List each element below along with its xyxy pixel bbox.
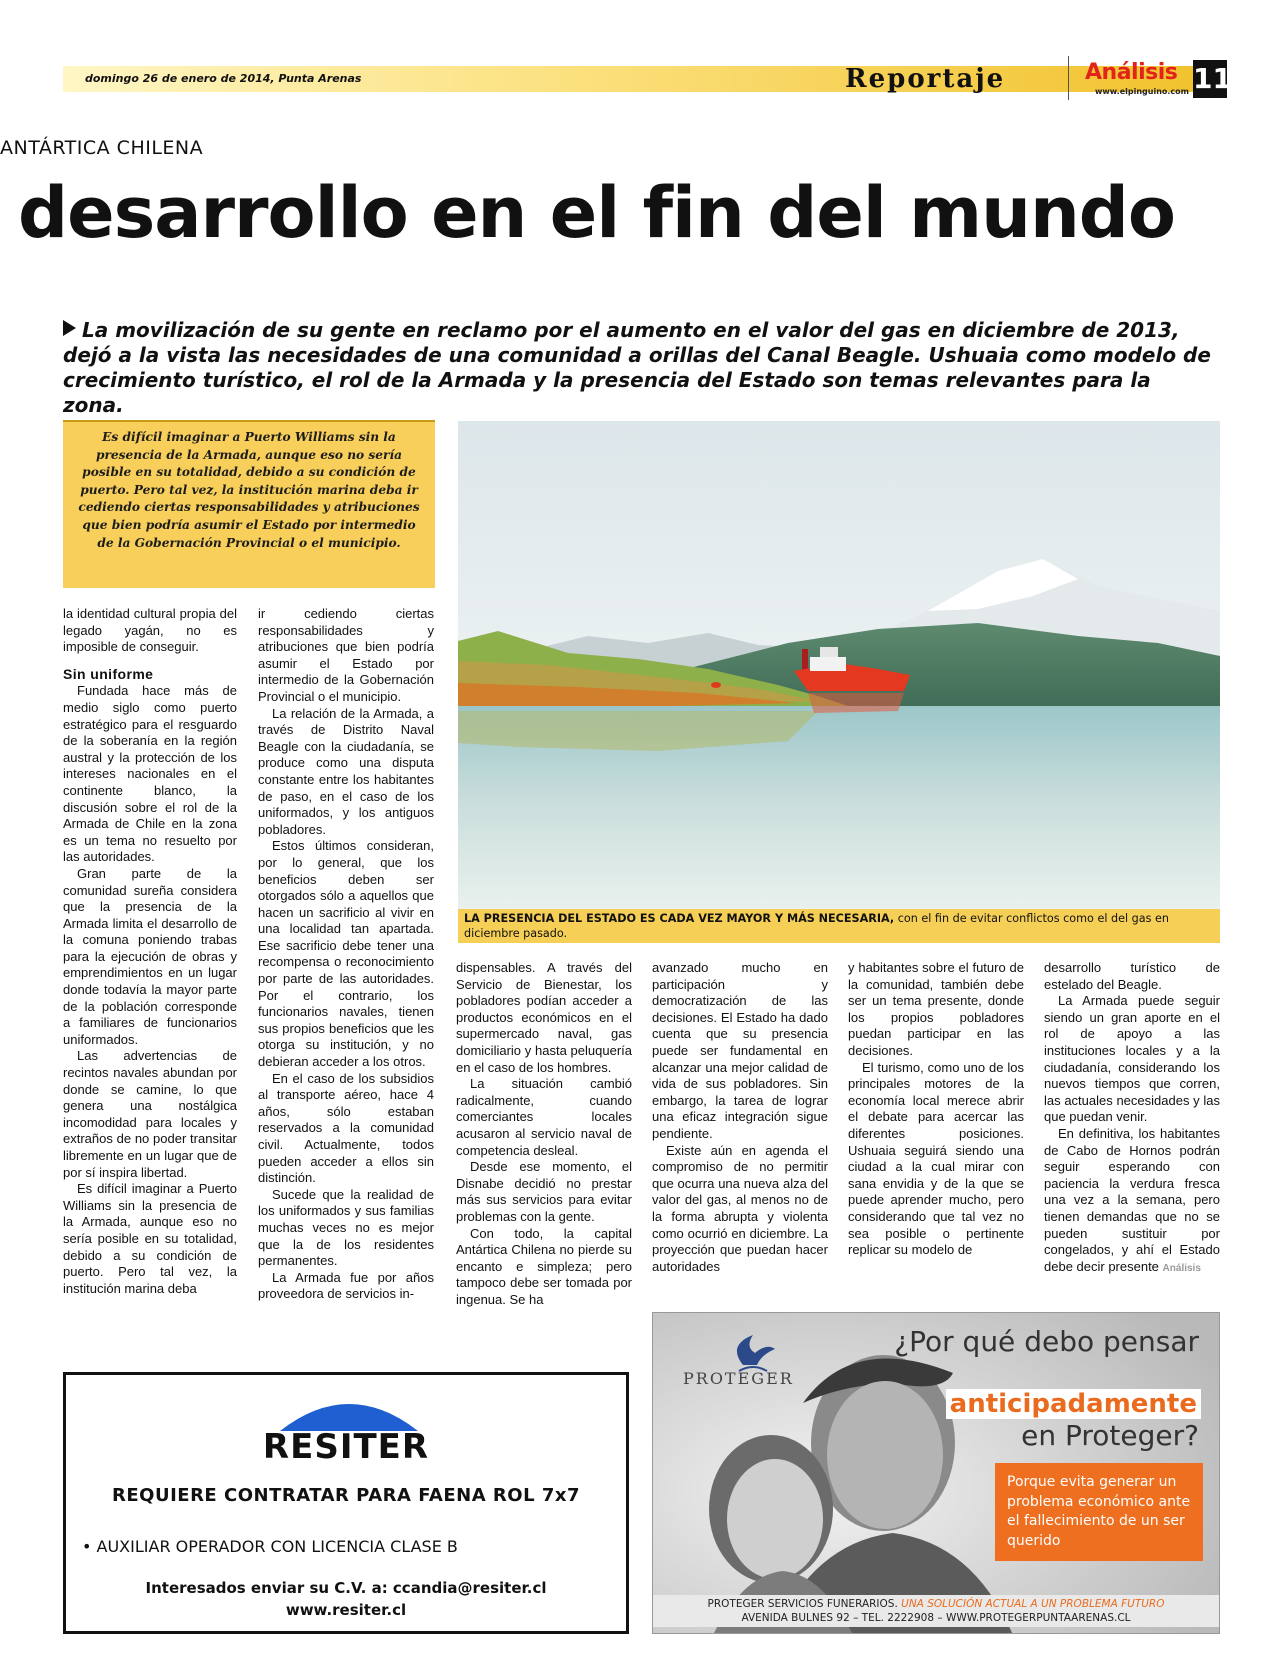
paragraph: La relación de la Armada, a través de Distrito Naval Beagle con la ciudadanía, se produce como una disputa constante entre los habitantes de paso, en el caso de los uniformados, y los antiguos pobladores. bbox=[258, 705, 434, 837]
paragraph-text: En definitiva, los habitantes de Cabo de Hornos podrán seguir esperando con paciencia la verdura fresca una vez a la semana, pero tienen demandas que no se pueden sustituir por congelados, y ahí el Estado debe decir presente bbox=[1044, 1125, 1220, 1274]
article-column-5 bbox=[848, 960, 1024, 1259]
beagle-channel-photo bbox=[458, 421, 1220, 909]
header-date: domingo 26 de enero de 2014, Punta Arenas bbox=[85, 72, 362, 85]
caption-bold: LA PRESENCIA DEL ESTADO ES CADA VEZ MAYOR Y MÁS NECESARIA, bbox=[464, 912, 895, 925]
paragraph: avanzado mucho en participación y democratización de las decisiones. El Estado ha dado cuenta que su presencia puede ser fundamental en alcanzar una mejor calidad de vida de sus pobladores. Sin embargo, la tarea de lograr una eficaz integración sigue pendiente. bbox=[652, 960, 828, 1141]
resiter-contact-line[interactable]: Interesados enviar su C.V. a: ccandia@resiter.cl bbox=[145, 1579, 547, 1597]
proteger-footer-address[interactable]: AVENIDA BULNES 92 – TEL. 2222908 – WWW.PROTEGERPUNTAARENAS.CL bbox=[741, 1612, 1131, 1624]
article-headline: desarrollo en el fin del mundo bbox=[18, 172, 1175, 254]
article-column-6 bbox=[1044, 960, 1220, 1277]
paragraph: Fundada hace más de medio siglo como puerto estratégico para el resguardo de la soberanía en la región austral y la protección de los intereses nacionales en el continente blanco, la discusión sobre el rol de la Armada de Chile en la zona es un tema no resuelto por las autoridades. bbox=[63, 683, 237, 865]
paragraph: Con todo, la capital Antártica Chilena no pierde su encanto e simpleza; pero tampoco debe ser tomada por ingenua. Se ha bbox=[456, 1225, 632, 1307]
paragraph: Desde ese momento, el Disnabe decidió no prestar más sus servicios para evitar problemas con la gente. bbox=[456, 1159, 632, 1224]
paragraph: El turismo, como uno de los principales motores de la economía local merece abrir el debate para acercar las diferentes posiciones. Ushuaia seguirá siendo una ciudad a la cual mirar con sana envidia y de la que se puede aprender mucho, pero considerando que tal vez no sea posible o pertinente replicar su modelo de bbox=[848, 1059, 1024, 1258]
proteger-answer-box: Porque evita generar un problema económico ante el fallecimiento de un ser querido bbox=[995, 1463, 1203, 1561]
resiter-website[interactable]: www.resiter.cl bbox=[285, 1601, 407, 1619]
article-kicker: ANTÁRTICA CHILENA bbox=[0, 137, 204, 159]
proteger-brand: PROTEGER bbox=[683, 1369, 794, 1388]
proteger-footer-slogan: UNA SOLUCIÓN ACTUAL A UN PROBLEMA FUTURO bbox=[901, 1598, 1165, 1610]
paragraph: dispensables. A través del Servicio de Bienestar, los pobladores podían acceder a productos económicos en el supermercado naval, gas domiciliario y hasta peluquería en el caso de los hombres. bbox=[456, 960, 632, 1075]
resiter-company-name: RESITER bbox=[262, 1427, 430, 1467]
proteger-question-2: anticipadamente bbox=[946, 1389, 1201, 1419]
article-lead-text: La movilización de su gente en reclamo por el aumento en el valor del gas en diciembre de 2013, dejó a la vista las necesidades de una comunidad a orillas del Canal Beagle. Ushuaia como modelo de crecimiento turístico, el rol de la Armada y la presencia del Estado son temas relevantes para la zona. bbox=[63, 318, 1211, 417]
caption-text: con el fin de evitar conflictos como el del gas en diciembre pasado. bbox=[464, 912, 1169, 940]
paragraph: Estos últimos consideran, por lo general, que los beneficios deben ser otorgados sólo a aquellos que hacen un sacrificio al vivir en una localidad tan apartada. Ese sacrificio debe tener una recompensa o reconocimiento por parte de las autoridades. Por el contrario, los funcionarios navales, tienen sus propios beneficios que les otorga su institución, y no debieran acceder a los otros. bbox=[258, 838, 434, 1070]
page-header-bar bbox=[63, 66, 1206, 92]
paragraph: ir cediendo ciertas responsabilidades y atribuciones que bien podría asumir el Estado por intermedio de la Gobernación Provincial o el municipio. bbox=[258, 606, 434, 704]
triangle-arrow-icon bbox=[63, 320, 76, 336]
page-number: 11 bbox=[1193, 60, 1227, 98]
paragraph: Existe aún en agenda el compromiso de no permitir que ocurra una nueva alza del valor del gas, al menos no de la forma abrupta y violenta como ocurrió en diciembre. La proyección que puedan hacer autoridades bbox=[652, 1142, 828, 1274]
paragraph: Gran parte de la comunidad sureña considera que la presencia de la Armada limita el desarrollo de la comuna poniendo trabas para la ejecución de obras y emprendimientos en un lugar donde todavía la mayor parte de la población corresponde a familiares de funcionarios uniformados. bbox=[63, 865, 237, 1047]
proteger-ad[interactable] bbox=[652, 1312, 1220, 1634]
paragraph: En el caso de los subsidios al transporte aéreo, hace 4 años, sólo estaban reservados a la comunidad civil. Actualmente, todos pueden acceder a ellos sin distinción. bbox=[258, 1070, 434, 1186]
resiter-contact bbox=[66, 1577, 626, 1621]
photo-caption bbox=[458, 909, 1220, 943]
article-column-4 bbox=[652, 960, 828, 1275]
analisis-logo[interactable] bbox=[1085, 60, 1195, 100]
paragraph: la identidad cultural propia del legado yagán, no es imposible de conseguir. bbox=[63, 606, 237, 655]
paragraph: desarrollo turístico de estelado del Beagle. bbox=[1044, 960, 1220, 992]
resiter-ad[interactable] bbox=[63, 1372, 629, 1634]
pull-quote-text: Es difícil imaginar a Puerto Williams sin la presencia de la Armada, aunque eso no sería posible en su totalidad, debido a su condición de puerto. Pero tal vez, la institución marina deba ir cediendo ciertas responsabilidades y atribuciones que bien podría asumir el Estado por intermedio de la Gobernación Provincial o el municipio. bbox=[78, 430, 420, 550]
paragraph: Sucede que la realidad de los uniformados y sus familias muchas veces no es mejor que la de los residentes permanentes. bbox=[258, 1186, 434, 1269]
paragraph bbox=[1044, 1126, 1220, 1277]
paragraph: La Armada puede seguir siendo un gran aporte en el rol de apoyo a las instituciones locales y a la ciudadanía, considerando los nuevos tiempos que corren, las actuales necesidades y las que puedan venir. bbox=[1044, 993, 1220, 1125]
resiter-arc-logo-icon bbox=[276, 1391, 422, 1431]
article-photo bbox=[458, 421, 1220, 909]
article-column-2 bbox=[258, 606, 434, 1303]
proteger-footer-name: PROTEGER SERVICIOS FUNERARIOS. bbox=[707, 1598, 898, 1610]
section-title: Reportaje bbox=[845, 64, 1006, 94]
paragraph: y habitantes sobre el futuro de la comunidad, también debe ser un tema presente, donde los propios pobladores puedan participar en las decisiones. bbox=[848, 960, 1024, 1058]
resiter-requirement: REQUIERE CONTRATAR PARA FAENA ROL 7x7 bbox=[112, 1485, 580, 1506]
end-mark-logo: Análisis bbox=[1162, 1262, 1201, 1274]
proteger-question-3: en Proteger? bbox=[1021, 1419, 1199, 1452]
article-column-1 bbox=[63, 606, 237, 1297]
article-lead bbox=[63, 318, 1213, 418]
resiter-position: • AUXILIAR OPERADOR CON LICENCIA CLASE B bbox=[82, 1537, 458, 1556]
pull-quote bbox=[63, 420, 435, 588]
logo-text: Análisis bbox=[1085, 60, 1178, 85]
proteger-footer bbox=[653, 1595, 1219, 1627]
paragraph: Es difícil imaginar a Puerto Williams sin la presencia de la Armada, aunque eso no sería posible en su totalidad, debido a su condición de puerto. Pero tal vez, la institución marina deba bbox=[63, 1181, 237, 1296]
proteger-question-1: ¿Por qué debo pensar bbox=[894, 1325, 1199, 1358]
paragraph: Las advertencias de recintos navales abundan por donde se camine, lo que genera una nostálgica incomodidad para locales y extraños de no poder transitar libremente en un lugar que de por sí inspira libertad. bbox=[63, 1048, 237, 1180]
paragraph: La situación cambió radicalmente, cuando comerciantes locales acusaron al servicio naval de competencia desleal. bbox=[456, 1076, 632, 1158]
header-divider bbox=[1068, 56, 1069, 100]
paragraph: La Armada fue por años proveedora de servicios in- bbox=[258, 1269, 434, 1302]
article-subhead: Sin uniforme bbox=[63, 665, 154, 682]
logo-url[interactable]: www.elpinguino.com bbox=[1095, 87, 1189, 96]
article-column-3 bbox=[456, 960, 632, 1308]
